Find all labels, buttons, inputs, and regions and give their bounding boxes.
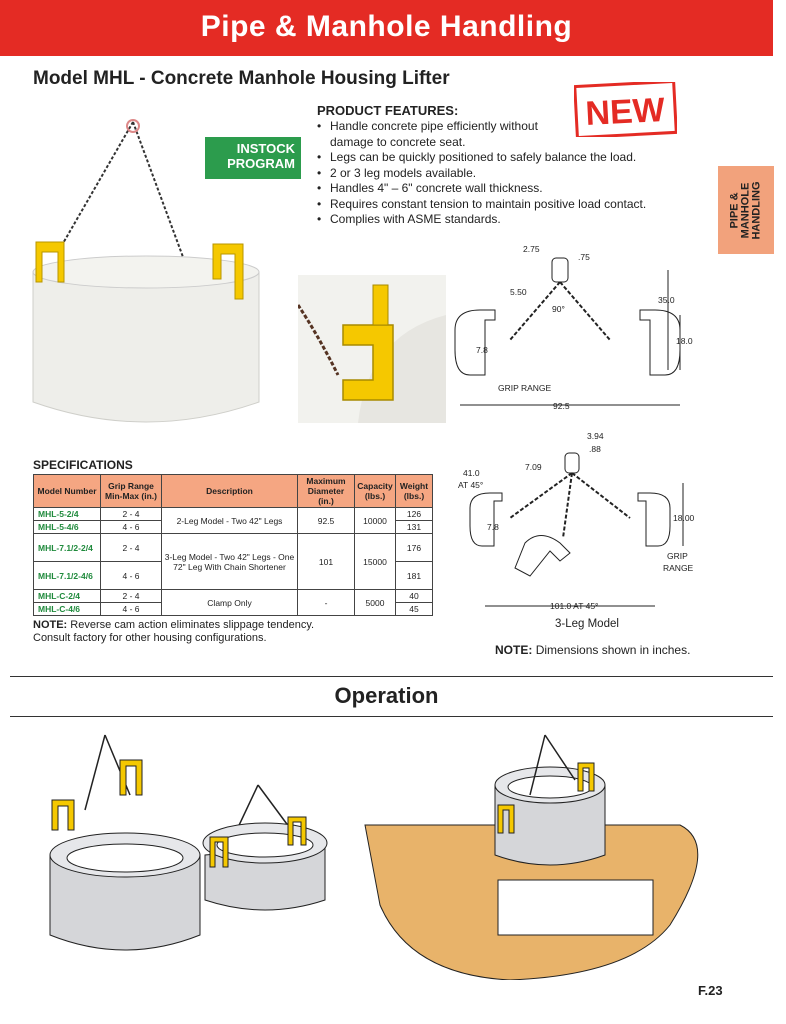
dim-label: AT 45° <box>458 480 484 490</box>
grip-cell: 4 - 6 <box>101 521 162 534</box>
note-text: Reverse cam action eliminates slippage tendency. <box>70 619 315 631</box>
grip-cell: 4 - 6 <box>101 562 162 590</box>
features-list <box>317 119 667 228</box>
feature-item: • Requires constant tension to maintain positive load contact. <box>317 197 667 213</box>
dim-label: 35.0 <box>658 295 675 305</box>
dim-label: GRIP <box>667 551 688 561</box>
model-cell: MHL-7.1/2-4/6 <box>34 562 101 590</box>
col-header: Maximum Diameter (in.) <box>298 475 355 508</box>
feature-item: • 2 or 3 leg models available. <box>317 166 667 182</box>
step3-illustration <box>365 735 698 980</box>
desc-cell: 3-Leg Model - Two 42" Legs - One 72" Leg With Chain Shortener <box>162 534 298 590</box>
operation-title: Operation <box>334 683 439 708</box>
dim-label: 18.0 <box>676 336 693 346</box>
instock-line1: INSTOCK <box>236 141 295 156</box>
dim-label: 7.09 <box>525 462 542 472</box>
note-label: NOTE: <box>33 619 68 631</box>
feature-item: • Complies with ASME standards. <box>317 212 667 228</box>
dim-label: 18.00 <box>673 513 695 523</box>
col-header: Weight (lbs.) <box>396 475 433 508</box>
col-header: Description <box>162 475 298 508</box>
weight-cell: 176 <box>396 534 433 562</box>
dim-label: GRIP RANGE <box>498 383 552 393</box>
capacity-cell: 5000 <box>355 590 396 616</box>
model-cell: MHL-C-4/6 <box>34 603 101 616</box>
grip-cell: 4 - 6 <box>101 603 162 616</box>
grip-cell: 2 - 4 <box>101 534 162 562</box>
section-tab <box>718 166 774 254</box>
grip-cell: 2 - 4 <box>101 508 162 521</box>
diameter-cell: 101 <box>298 534 355 590</box>
weight-cell: 181 <box>396 562 433 590</box>
divider <box>10 676 773 677</box>
two-leg-diagram <box>450 240 700 415</box>
divider <box>10 716 773 717</box>
feature-item: • Handles 4" – 6" concrete wall thickness. <box>317 181 667 197</box>
page-banner: Pipe & Manhole Handling <box>0 0 773 56</box>
dim-label: 2.75 <box>523 244 540 254</box>
step2-illustration <box>203 785 327 910</box>
three-leg-caption: 3-Leg Model <box>555 618 619 630</box>
product-photo-lifter <box>28 112 268 432</box>
note-text-2: Consult factory for other housing configurations. <box>33 632 267 644</box>
weight-cell: 45 <box>396 603 433 616</box>
grip-cell: 2 - 4 <box>101 590 162 603</box>
dim-label: 101.0 AT 45° <box>550 601 599 611</box>
dim-label: RANGE <box>663 563 694 573</box>
table-row <box>34 590 433 603</box>
new-badge-label: NEW <box>584 90 666 134</box>
table-row <box>34 508 433 521</box>
model-cell: MHL-C-2/4 <box>34 590 101 603</box>
section-tab-label: PIPE & MANHOLE HANDLING <box>728 180 763 240</box>
note-label: NOTE: <box>495 643 533 657</box>
model-cell: MHL-5-2/4 <box>34 508 101 521</box>
dim-label: .75 <box>578 252 590 262</box>
step1-illustration <box>50 735 200 950</box>
dim-label: 41.0 <box>463 468 480 478</box>
three-leg-diagram <box>455 428 700 613</box>
col-header: Capacity (lbs.) <box>355 475 396 508</box>
weight-cell: 126 <box>396 508 433 521</box>
model-cell: MHL-7.1/2-2/4 <box>34 534 101 562</box>
note-dimensions <box>495 643 690 657</box>
page-number: F.23 <box>698 983 723 998</box>
dim-label: .88 <box>589 444 601 454</box>
weight-cell: 40 <box>396 590 433 603</box>
desc-cell: Clamp Only <box>162 590 298 616</box>
note-slippage <box>33 619 314 645</box>
model-cell: MHL-5-4/6 <box>34 521 101 534</box>
feature-item: • Legs can be quickly positioned to safely balance the load. <box>317 150 667 166</box>
spec-title: SPECIFICATIONS <box>33 458 133 472</box>
dim-label: 3.94 <box>587 431 604 441</box>
weight-cell: 131 <box>396 521 433 534</box>
table-row <box>34 534 433 562</box>
note-text: Dimensions shown in inches. <box>535 643 691 657</box>
features-title: PRODUCT FEATURES: <box>317 103 459 118</box>
dim-label: 92.5 <box>553 401 570 411</box>
product-photo-clamp <box>298 275 446 423</box>
capacity-cell: 10000 <box>355 508 396 534</box>
model-title: Model MHL - Concrete Manhole Housing Lifter <box>33 68 450 89</box>
diameter-cell: 92.5 <box>298 508 355 534</box>
desc-cell: 2-Leg Model - Two 42" Legs <box>162 508 298 534</box>
instock-line2: PROGRAM <box>227 156 295 171</box>
spec-table <box>33 474 433 616</box>
dim-label: 7.8 <box>487 522 499 532</box>
diameter-cell: - <box>298 590 355 616</box>
operation-illustration <box>30 725 730 980</box>
dim-label: 90° <box>552 304 565 314</box>
dim-label: 5.50 <box>510 287 527 297</box>
feature-item: • Handle concrete pipe efficiently without damage to concrete seat. <box>317 119 550 150</box>
capacity-cell: 15000 <box>355 534 396 590</box>
spec-header-row <box>34 475 433 508</box>
col-header: Grip Range Min-Max (in.) <box>101 475 162 508</box>
dim-label: 7.8 <box>476 345 488 355</box>
col-header: Model Number <box>34 475 101 508</box>
